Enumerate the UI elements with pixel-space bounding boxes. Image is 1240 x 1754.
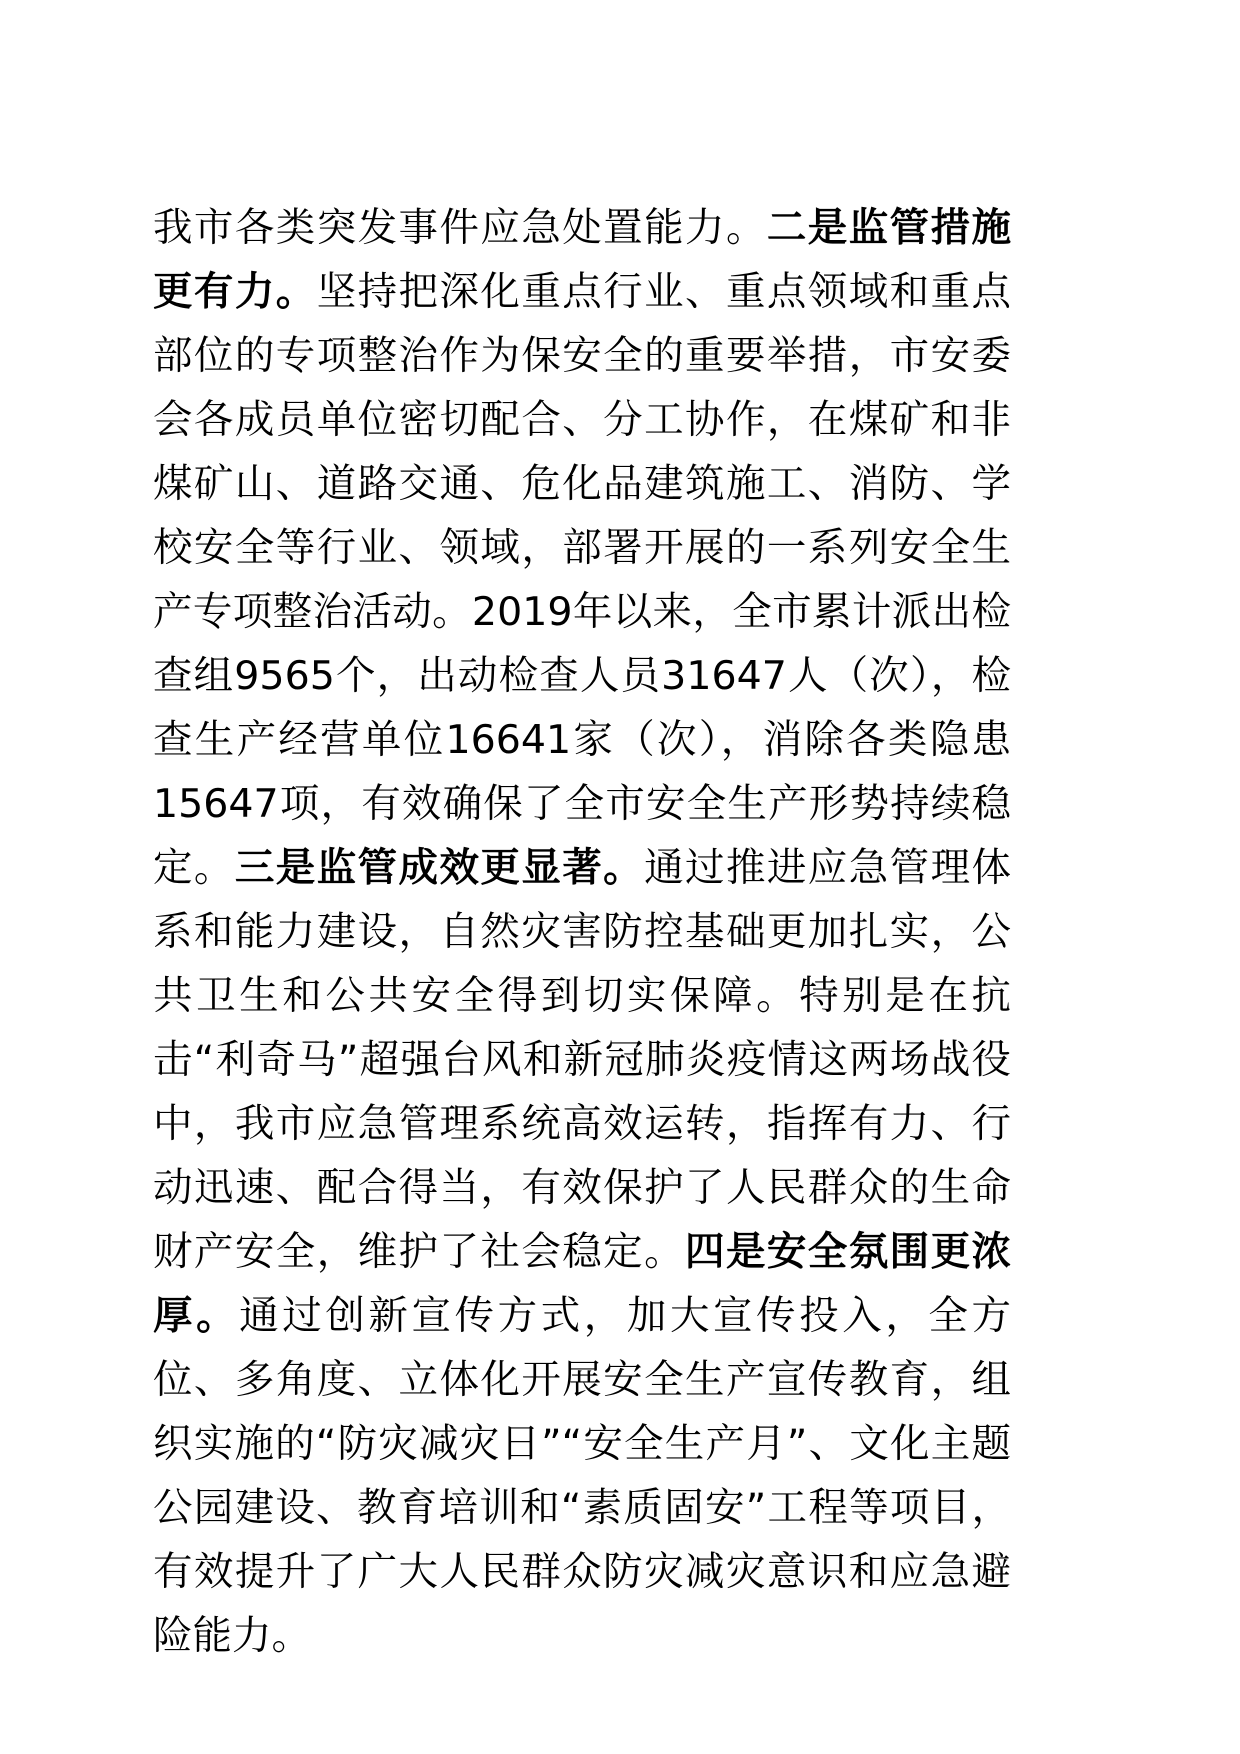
text-segment: 坚持把深化重点行业、重点领域和重点部位的专项整治作为保安全的重要举措，市安委会各成员单位密切配合、分工协作，在煤矿和非煤矿山、道路交通、危化品建筑施工、消防、学校安全等行业、领域，部署开展的一系列安全生产专项整治活动。2019年以来，全市累计派出检查组9565个，出动检查人员31647人（次），检查生产经营单位16641家（次），消除各类隐患15647项，有效确保了全市安全生产形势持续稳定。 <box>153 269 1012 891</box>
text-segment: 我市各类突发事件应急处置能力。 <box>153 205 767 251</box>
body-paragraph <box>153 196 1011 1668</box>
heading-point-2: 二是监管措施更有力。 <box>153 205 1012 315</box>
heading-point-4: 四是安全氛围更浓厚。 <box>153 1229 1012 1339</box>
heading-point-3: 三是监管成效更显著。 <box>234 845 645 891</box>
text-segment: 通过推进应急管理体系和能力建设，自然灾害防控基础更加扎实，公共卫生和公共安全得到切实保障。特别是在抗击“利奇马”超强台风和新冠肺炎疫情这两场战役中，我市应急管理系统高效运转，指挥有力、行动迅速、配合得当，有效保护了人民群众的生命财产安全，维护了社会稳定。 <box>153 845 1012 1275</box>
text-segment: 通过创新宣传方式，加大宣传投入，全方位、多角度、立体化开展安全生产宣传教育，组织实施的“防灾减灾日”“安全生产月”、文化主题公园建设、教育培训和“素质固安”工程等项目，有效提升了广大人民群众防灾减灾意识和应急避险能力。 <box>153 1293 1012 1659</box>
